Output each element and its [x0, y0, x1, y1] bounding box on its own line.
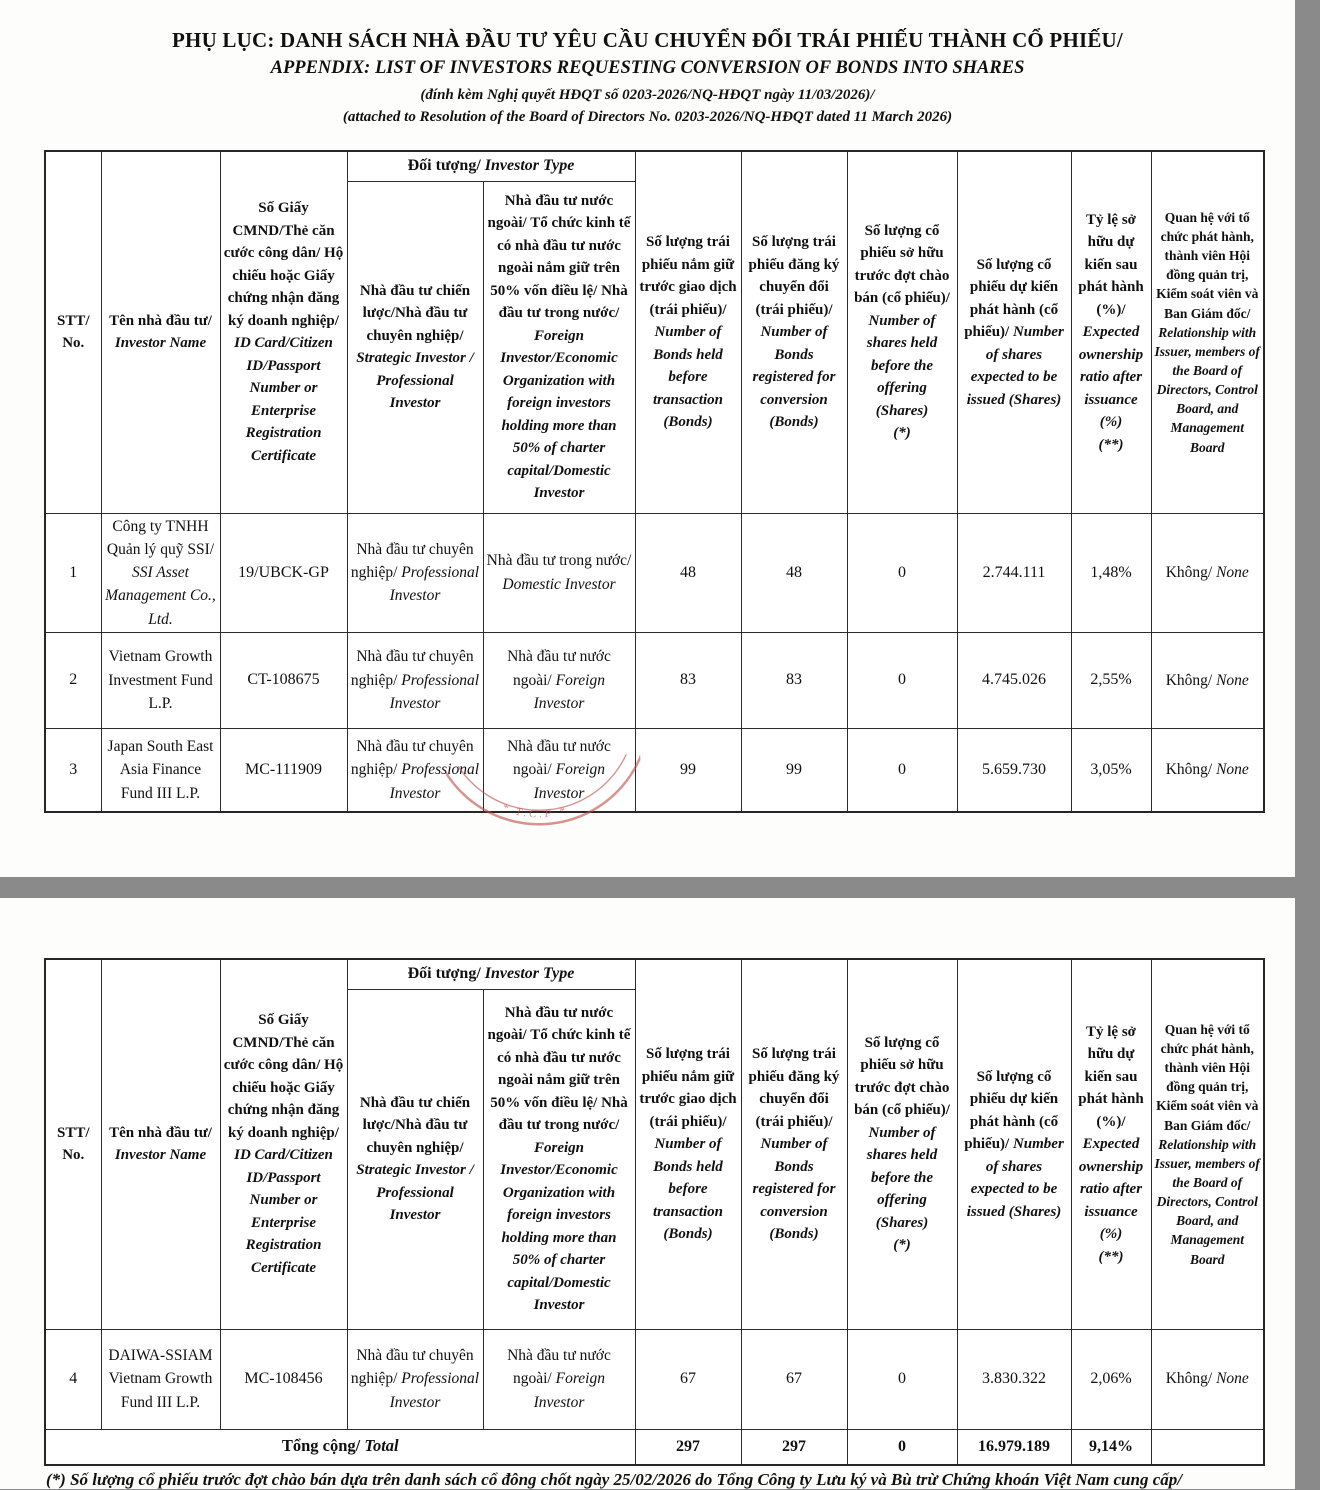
red-seal-stamp [445, 753, 645, 846]
cell-ownership-ratio: 2,06% [1071, 1329, 1151, 1429]
cell-relationship: Không/ None [1151, 728, 1264, 812]
cell-investor-name: Vietnam Growth Investment Fund L.P. [101, 632, 220, 728]
total-ownership-ratio: 9,14% [1071, 1429, 1151, 1465]
cell-bonds-registered: 99 [741, 728, 847, 812]
header-shares-expected: Số lượng cổ phiếu dự kiến phát hành (cổ phiếu)/ Number of shares expected to be issued (Shares) [957, 959, 1071, 1329]
document-title-vi: PHỤ LỤC: DANH SÁCH NHÀ ĐẦU TƯ YÊU CẦU CHUYỂN ĐỔI TRÁI PHIẾU THÀNH CỔ PHIẾU/ [172, 28, 1123, 52]
cell-foreign-domestic-type: Nhà đầu tư trong nước/ Domestic Investor [483, 513, 635, 632]
page-2 [0, 898, 1295, 1489]
header-shares-before-offering: Số lượng cổ phiếu sở hữu trước đợt chào bán (cổ phiếu)/ Number of shares held before the offering (Shares) (*) [847, 151, 957, 513]
total-row [45, 1429, 1264, 1465]
cell-bonds-registered: 48 [741, 513, 847, 632]
cell-id-number: 19/UBCK-GP [220, 513, 347, 632]
cell-shares-expected: 2.744.111 [957, 513, 1071, 632]
cell-relationship: Không/ None [1151, 1329, 1264, 1429]
cell-relationship: Không/ None [1151, 632, 1264, 728]
table-row [45, 728, 1264, 812]
header-id-number: Số Giấy CMND/Thẻ căn cước công dân/ Hộ chiếu hoặc Giấy chứng nhận đăng ký doanh nghiệp/ ID Card/Citizen ID/Passport Number or Enterprise Registration Certificate [220, 151, 347, 513]
cell-strategic-investor-type: Nhà đầu tư chuyên nghiệp/ Professional Investor [347, 513, 483, 632]
header-foreign-domestic-type: Nhà đầu tư nước ngoài/ Tổ chức kinh tế có nhà đầu tư nước ngoài nắm giữ trên 50% vốn điều lệ/ Nhà đầu tư trong nước/ Foreign Investor/Economic Organization with foreign investors holding more than 50% of charter capital/Domestic Investor [483, 181, 635, 513]
cell-shares-before-offering: 0 [847, 513, 957, 632]
total-relationship [1151, 1429, 1264, 1465]
cell-id-number: CT-108675 [220, 632, 347, 728]
cell-strategic-investor-type: Nhà đầu tư chuyên nghiệp/ Professional Investor [347, 632, 483, 728]
document-header [0, 28, 1295, 126]
cell-ownership-ratio: 2,55% [1071, 632, 1151, 728]
cell-shares-expected: 4.745.026 [957, 632, 1071, 728]
header-investor-type-group: Đối tượng/ Investor Type [347, 959, 635, 989]
header-shares-before-offering: Số lượng cổ phiếu sở hữu trước đợt chào bán (cổ phiếu)/ Number of shares held before the offering (Shares) (*) [847, 959, 957, 1329]
investors-table-page2 [44, 958, 1265, 1466]
cell-investor-name: Công ty TNHH Quản lý quỹ SSI/ SSI Asset Management Co., Ltd. [101, 513, 220, 632]
cell-bonds-registered: 83 [741, 632, 847, 728]
header-foreign-domestic-type: Nhà đầu tư nước ngoài/ Tổ chức kinh tế có nhà đầu tư nước ngoài nắm giữ trên 50% vốn điều lệ/ Nhà đầu tư trong nước/ Foreign Investor/Economic Organization with foreign investors holding more than 50% of charter capital/Domestic Investor [483, 989, 635, 1329]
header-shares-expected: Số lượng cổ phiếu dự kiến phát hành (cổ phiếu)/ Number of shares expected to be issued (Shares) [957, 151, 1071, 513]
cell-shares-before-offering: 0 [847, 728, 957, 812]
header-row [45, 959, 1264, 989]
header-bonds-registered: Số lượng trái phiếu đăng ký chuyển đổi (trái phiếu)/ Number of Bonds registered for conversion (Bonds) [741, 959, 847, 1329]
total-shares-before-offering: 0 [847, 1429, 957, 1465]
stamp-arc-text: * T.C.P * [500, 801, 570, 821]
cell-bonds-registered: 67 [741, 1329, 847, 1429]
header-ownership-ratio: Tỷ lệ sở hữu dự kiến sau phát hành (%)/ Expected ownership ratio after issuance (%) (**) [1071, 959, 1151, 1329]
investors-table-page1 [44, 150, 1265, 813]
cell-shares-before-offering: 0 [847, 1329, 957, 1429]
cell-shares-before-offering: 0 [847, 632, 957, 728]
table-row [45, 513, 1264, 632]
cell-bonds-held: 83 [635, 632, 741, 728]
footnote: (*) Số lượng cổ phiếu trước đợt chào bán dựa trên danh sách cổ đông chốt ngày 25/02/2026 do Tổng Công ty Lưu ký và Bù trừ Chứng khoán Việt Nam cung cấp/ [46, 1470, 1182, 1489]
cell-strategic-investor-type: Nhà đầu tư chuyên nghiệp/ Professional Investor [347, 728, 483, 812]
cell-id-number: MC-108456 [220, 1329, 347, 1429]
cell-investor-name: DAIWA-SSIAM Vietnam Growth Fund III L.P. [101, 1329, 220, 1429]
total-shares-expected: 16.979.189 [957, 1429, 1071, 1465]
total-bonds-registered: 297 [741, 1429, 847, 1465]
cell-shares-expected: 3.830.322 [957, 1329, 1071, 1429]
cell-relationship: Không/ None [1151, 513, 1264, 632]
cell-bonds-held: 99 [635, 728, 741, 812]
header-no: STT/ No. [45, 959, 101, 1329]
cell-no: 3 [45, 728, 101, 812]
table-row [45, 1329, 1264, 1429]
cell-no: 2 [45, 632, 101, 728]
cell-ownership-ratio: 1,48% [1071, 513, 1151, 632]
cell-id-number: MC-111909 [220, 728, 347, 812]
cell-ownership-ratio: 3,05% [1071, 728, 1151, 812]
header-bonds-held: Số lượng trái phiếu nắm giữ trước giao dịch (trái phiếu)/ Number of Bonds held before transaction (Bonds) [635, 959, 741, 1329]
cell-no: 4 [45, 1329, 101, 1429]
header-strategic-investor-type: Nhà đầu tư chiến lược/Nhà đầu tư chuyên nghiệp/ Strategic Investor / Professional Investor [347, 181, 483, 513]
header-row [45, 151, 1264, 181]
header-investor-name: Tên nhà đầu tư/ Investor Name [101, 151, 220, 513]
cell-foreign-domestic-type: Nhà đầu tư nước ngoài/ Foreign Investor [483, 728, 635, 812]
header-no: STT/ No. [45, 151, 101, 513]
header-relationship: Quan hệ với tổ chức phát hành, thành viên Hội đồng quản trị, Kiểm soát viên và Ban Giám đốc/ Relationship with Issuer, members of the Board of Directors, Control Board, and Management Board [1151, 151, 1264, 513]
cell-shares-expected: 5.659.730 [957, 728, 1071, 812]
cell-bonds-held: 67 [635, 1329, 741, 1429]
total-bonds-held: 297 [635, 1429, 741, 1465]
header-ownership-ratio: Tỷ lệ sở hữu dự kiến sau phát hành (%)/ Expected ownership ratio after issuance (%) (**) [1071, 151, 1151, 513]
total-label: Tổng cộng/ Total [45, 1429, 635, 1465]
document-subtitle-en: (attached to Resolution of the Board of Directors No. 0203-2026/NQ-HĐQT dated 11 March 2026) [342, 109, 953, 125]
document-title-en: APPENDIX: LIST OF INVESTORS REQUESTING CONVERSION OF BONDS INTO SHARES [270, 58, 1025, 78]
document-subtitle-vi: (đính kèm Nghị quyết HĐQT số 0203-2026/NQ-HĐQT ngày 11/03/2026)/ [420, 87, 875, 103]
header-bonds-registered: Số lượng trái phiếu đăng ký chuyển đổi (trái phiếu)/ Number of Bonds registered for conversion (Bonds) [741, 151, 847, 513]
header-investor-type-group: Đối tượng/ Investor Type [347, 151, 635, 181]
cell-strategic-investor-type: Nhà đầu tư chuyên nghiệp/ Professional Investor [347, 1329, 483, 1429]
cell-investor-name: Japan South East Asia Finance Fund III L.P. [101, 728, 220, 812]
cell-foreign-domestic-type: Nhà đầu tư nước ngoài/ Foreign Investor [483, 632, 635, 728]
header-strategic-investor-type: Nhà đầu tư chiến lược/Nhà đầu tư chuyên nghiệp/ Strategic Investor / Professional Investor [347, 989, 483, 1329]
header-id-number: Số Giấy CMND/Thẻ căn cước công dân/ Hộ chiếu hoặc Giấy chứng nhận đăng ký doanh nghiệp/ ID Card/Citizen ID/Passport Number or Enterprise Registration Certificate [220, 959, 347, 1329]
header-investor-name: Tên nhà đầu tư/ Investor Name [101, 959, 220, 1329]
cell-bonds-held: 48 [635, 513, 741, 632]
header-bonds-held: Số lượng trái phiếu nắm giữ trước giao dịch (trái phiếu)/ Number of Bonds held before transaction (Bonds) [635, 151, 741, 513]
cell-foreign-domestic-type: Nhà đầu tư nước ngoài/ Foreign Investor [483, 1329, 635, 1429]
table-row [45, 632, 1264, 728]
cell-no: 1 [45, 513, 101, 632]
header-relationship: Quan hệ với tổ chức phát hành, thành viên Hội đồng quản trị, Kiểm soát viên và Ban Giám đốc/ Relationship with Issuer, members of the Board of Directors, Control Board, and Management Board [1151, 959, 1264, 1329]
